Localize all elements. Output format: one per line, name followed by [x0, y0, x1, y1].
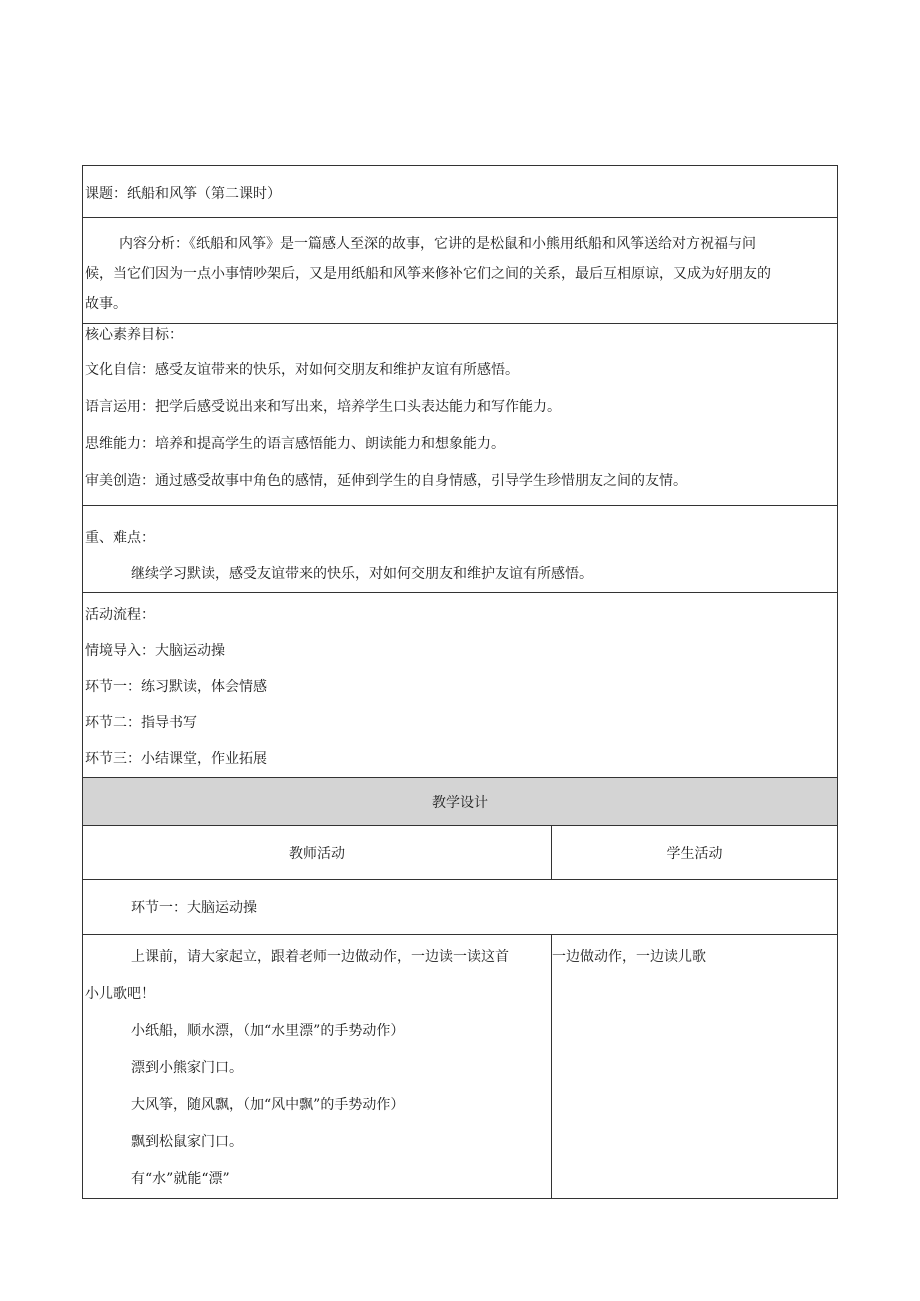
column-header-row	[83, 826, 838, 880]
teacher-line: 上课前，请大家起立，跟着老师一边做动作，一边读一读这首	[131, 949, 509, 965]
teacher-line: 大风筝，随风飘，（加“风中飘”的手势动作）	[131, 1097, 405, 1113]
core-goal-item: 思维能力：培养和提高学生的语言感悟能力、朗读能力和想象能力。	[85, 436, 505, 452]
section-title-cell	[83, 880, 838, 935]
teacher-activity-header: 教师活动	[83, 826, 552, 880]
process-row	[83, 593, 838, 778]
analysis-cell	[83, 218, 838, 324]
student-activity-header: 学生活动	[552, 826, 838, 880]
activity-content-row	[83, 935, 838, 1199]
topic-row	[83, 166, 838, 218]
lesson-topic: 课题：纸船和风筝（第二课时）	[85, 186, 281, 202]
analysis-line: 候，当它们因为一点小事情吵架后，又是用纸船和风筝来修补它们之间的关系，最后互相原谅，又成为好朋友的	[85, 266, 771, 282]
process-item: 环节一：练习默读，体会情感	[85, 679, 267, 695]
key-points-row	[83, 506, 838, 593]
key-points-heading: 重、难点：	[85, 530, 155, 546]
core-goals-row	[83, 324, 838, 506]
process-item: 情境导入：大脑运动操	[85, 643, 225, 659]
teacher-line: 飘到松鼠家门口。	[131, 1134, 243, 1150]
process-cell	[83, 593, 838, 778]
teacher-activity-cell	[83, 935, 552, 1199]
process-item: 环节三：小结课堂，作业拓展	[85, 751, 267, 767]
student-line: 一边做动作，一边读儿歌	[552, 949, 706, 965]
design-header-row	[83, 778, 838, 826]
core-goal-item: 文化自信：感受友谊带来的快乐，对如何交朋友和维护友谊有所感悟。	[85, 362, 519, 378]
student-activity-cell	[552, 935, 838, 1199]
topic-cell	[83, 166, 838, 218]
core-goals-heading: 核心素养目标：	[85, 327, 183, 343]
process-heading: 活动流程：	[85, 607, 155, 623]
key-points-cell	[83, 506, 838, 593]
analysis-row	[83, 218, 838, 324]
teacher-line: 漂到小熊家门口。	[131, 1060, 243, 1076]
teacher-line: 小纸船，顺水漂，（加“水里漂”的手势动作）	[131, 1023, 405, 1039]
analysis-line: 故事。	[85, 296, 127, 312]
section-title-row	[83, 880, 838, 935]
section-title: 环节一：大脑运动操	[131, 900, 257, 916]
core-goals-cell	[83, 324, 838, 506]
key-points-text: 继续学习默读，感受友谊带来的快乐，对如何交朋友和维护友谊有所感悟。	[131, 566, 593, 582]
teacher-line: 小儿歌吧！	[85, 986, 155, 1002]
process-item: 环节二：指导书写	[85, 715, 197, 731]
teacher-line: 有“水”就能“漂”	[131, 1171, 230, 1187]
design-heading: 教学设计	[83, 778, 838, 826]
analysis-line: 内容分析：《纸船和风筝》是一篇感人至深的故事，它讲的是松鼠和小熊用纸船和风筝送给对方祝福与问	[119, 236, 756, 252]
core-goal-item: 语言运用：把学后感受说出来和写出来，培养学生口头表达能力和写作能力。	[85, 399, 561, 415]
core-goal-item: 审美创造：通过感受故事中角色的感情，延伸到学生的自身情感，引导学生珍惜朋友之间的友情。	[85, 473, 687, 489]
lesson-plan-table	[82, 165, 838, 1199]
